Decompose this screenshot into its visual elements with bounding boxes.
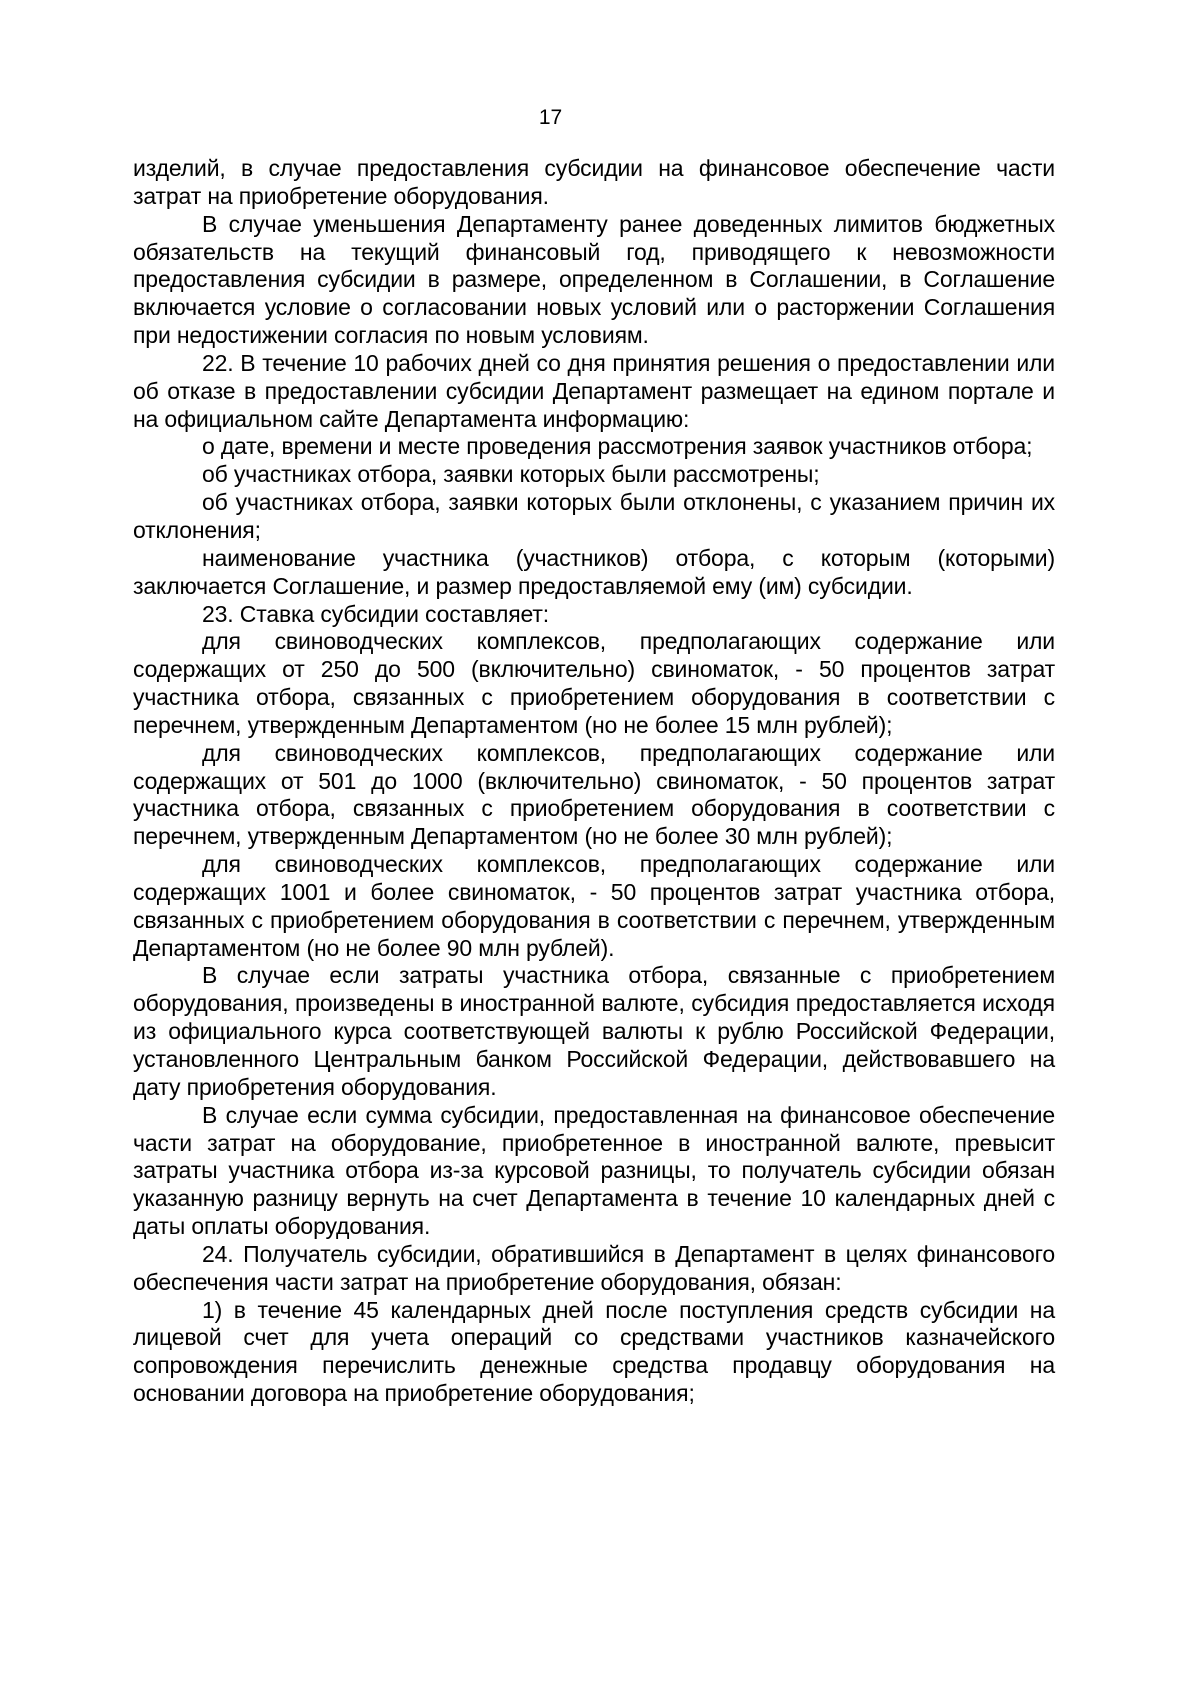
paragraph-budget-limits: В случае уменьшения Департаменту ранее доведенных лимитов бюджетных обязательств на текущий финансовый год, приводящего к невозможности предоставления субсидии в размере, определенном в Соглашении, в Соглашение включается условие о согласовании новых условий или о расторжении Соглашения при недостижении согласия по новым условиям. [133, 210, 1055, 349]
paragraph-item-22: 22. В течение 10 рабочих дней со дня принятия решения о предоставлении или об отказе в предоставлении субсидии Департамент размещает на едином портале и на официальном сайте Департамента информацию: [133, 349, 1055, 432]
paragraph-rate-250-500: для свиноводческих комплексов, предполагающих содержание или содержащих от 250 до 500 (включительно) свиноматок, - 50 процентов затрат участника отбора, связанных с приобретением оборудования в соответствии с перечнем, утвержденным Департаментом (но не более 15 млн рублей); [133, 628, 1055, 738]
paragraph-info-rejected: об участниках отбора, заявки которых были отклонены, с указанием причин их отклонения; [133, 489, 1055, 543]
paragraph-exchange-difference: В случае если сумма субсидии, предоставленная на финансовое обеспечение части затрат на оборудование, приобретенное в иностранной валюте, превысит затраты участника отбора из-за курсовой разницы, то получатель субсидии обязан указанную разницу вернуть на счет Департамента в течение 10 календарных дней с даты оплаты оборудования. [133, 1101, 1055, 1240]
paragraph-item-24: 24. Получатель субсидии, обратившийся в Департамент в целях финансового обеспечения части затрат на приобретение оборудования, обязан: [133, 1240, 1055, 1295]
paragraph-foreign-currency: В случае если затраты участника отбора, связанные с приобретением оборудования, произведены в иностранной валюте, субсидия предоставляется исходя из официального курса соответствующей валюты к рублю Российской Федерации, установленного Центральным банком Российской Федерации, действовавшего на дату приобретения оборудования. [133, 962, 1055, 1100]
paragraph-info-reviewed: об участниках отбора, заявки которых были рассмотрены; [202, 461, 820, 488]
paragraph-rate-501-1000: для свиноводческих комплексов, предполагающих содержание или содержащих от 501 до 1000 (включительно) свиноматок, - 50 процентов затрат участника отбора, связанных с приобретением оборудования в соответствии с перечнем, утвержденным Департаментом (но не более 30 млн рублей); [133, 739, 1055, 850]
paragraph-rate-1001-plus: для свиноводческих комплексов, предполагающих содержание или содержащих 1001 и более свиноматок, - 50 процентов затрат участника отбора, связанных с приобретением оборудования в соответствии с перечнем, утвержденным Департаментом (но не более 90 млн рублей). [133, 851, 1055, 961]
paragraph-item-23: 23. Ставка субсидии составляет: [202, 600, 550, 627]
paragraph-info-date: о дате, времени и месте проведения рассмотрения заявок участников отбора; [202, 433, 1033, 460]
paragraph-item-24-1: 1) в течение 45 календарных дней после поступления средств субсидии на лицевой счет для учета операций со средствами участников казначейского сопровождения перечислить денежные средства продавцу оборудования на основании договора на приобретение оборудования; [133, 1296, 1055, 1407]
page-number: 17 [538, 106, 563, 129]
document-body [133, 155, 1055, 1408]
paragraph-info-recipient: наименование участника (участников) отбора, с которым (которыми) заключается Соглашение, и размер предоставляемой ему (им) субсидии. [133, 544, 1055, 599]
paragraph-continuation: изделий, в случае предоставления субсидии на финансовое обеспечение части затрат на приобретение оборудования. [133, 155, 1055, 209]
